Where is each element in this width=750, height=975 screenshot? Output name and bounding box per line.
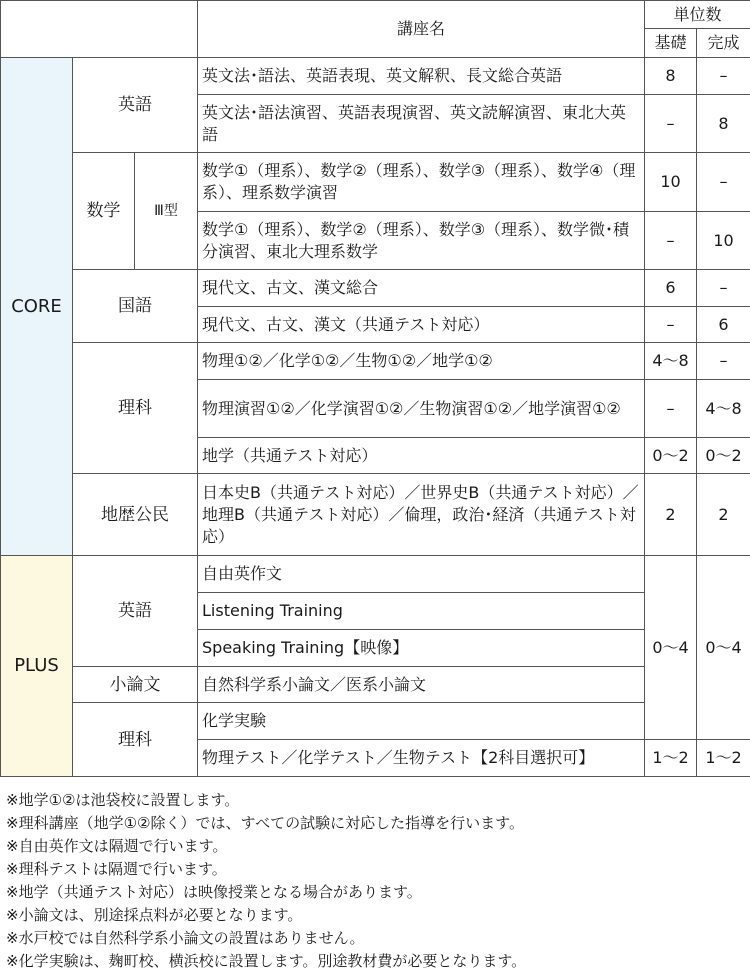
units-basic: –: [645, 212, 697, 270]
note-item: ※水戸校では自然科学系小論文の設置はありません。: [6, 929, 365, 947]
subject-english: 英語: [73, 58, 198, 153]
course-cell: 化学実験: [198, 703, 645, 740]
subject-japanese: 国語: [73, 270, 198, 343]
section-core-label: CORE: [1, 58, 73, 556]
table-row: [1, 667, 750, 703]
units-complete: 2: [697, 474, 750, 556]
course-cell: 物理演習①②／化学演習①②／生物演習①②／地学演習①②: [198, 380, 645, 438]
units-complete: 0～2: [697, 438, 750, 474]
table-row: [1, 343, 750, 380]
table-row: [1, 703, 750, 740]
units-basic: 10: [645, 153, 697, 212]
table-row: [1, 58, 750, 95]
units-complete: 10: [697, 212, 750, 270]
course-cell: 数学①（理系）、数学②（理系）、数学③（理系）、数学④（理系）、理系数学演習: [198, 153, 645, 212]
course-cell: 現代文、古文、漢文（共通テスト対応）: [198, 307, 645, 343]
header-row-1: [1, 1, 750, 29]
notes-list: [6, 789, 746, 973]
note-item: ※地学（共通テスト対応）は映像授業となる場合があります。: [6, 883, 422, 901]
course-cell: 英文法･語法演習、英語表現演習、英文読解演習、東北大英語: [198, 95, 645, 153]
subject-science-plus: 理科: [73, 703, 198, 777]
note-item: ※地学①②は池袋校に設置します。: [6, 791, 240, 809]
course-cell: 物理テスト／化学テスト／生物テスト【2科目選択可】: [198, 740, 645, 777]
subject-math: 数学: [73, 153, 135, 270]
note-item: ※理科講座（地学①②除く）では、すべての試験に対応した指導を行います。: [6, 814, 524, 832]
header-complete: 完成: [697, 29, 750, 58]
course-cell: 英文法･語法、英語表現、英文解釈、長文総合英語: [198, 58, 645, 95]
units-complete: –: [697, 58, 750, 95]
subject-essay: 小論文: [73, 667, 198, 703]
units-basic: 1～2: [645, 740, 697, 777]
subject-social: 地歴公民: [73, 474, 198, 556]
table-row: [1, 153, 750, 212]
table-row: [1, 556, 750, 593]
plus-units-complete: 0～4: [697, 556, 750, 740]
course-cell: 日本史B（共通テスト対応）／世界史B（共通テスト対応）／地理B（共通テスト対応）／倫理，政治･経済（共通テスト対応）: [198, 474, 645, 556]
units-basic: 4～8: [645, 343, 697, 380]
math-type-label: Ⅲ型: [135, 153, 198, 270]
units-complete: –: [697, 270, 750, 307]
header-blank-cell: [1, 1, 198, 58]
units-complete: –: [697, 343, 750, 380]
section-plus-label: PLUS: [1, 556, 73, 777]
units-basic: –: [645, 307, 697, 343]
units-complete: 6: [697, 307, 750, 343]
units-basic: 0～2: [645, 438, 697, 474]
units-basic: 6: [645, 270, 697, 307]
header-course-name: 講座名: [198, 1, 645, 58]
units-basic: –: [645, 95, 697, 153]
units-complete: 1～2: [697, 740, 750, 777]
course-cell: 自然科学系小論文／医系小論文: [198, 667, 645, 703]
course-cell: 数学①（理系）、数学②（理系）、数学③（理系）、数学微･積分演習、東北大理系数学: [198, 212, 645, 270]
header-units: 単位数: [645, 1, 750, 29]
header-basic: 基礎: [645, 29, 697, 58]
note-item: ※小論文は、別途採点料が必要となります。: [6, 906, 303, 924]
course-cell: 自由英作文: [198, 556, 645, 593]
units-basic: –: [645, 380, 697, 438]
course-cell: Listening Training: [198, 593, 645, 630]
units-basic: 8: [645, 58, 697, 95]
subject-english-plus: 英語: [73, 556, 198, 667]
note-item: ※自由英作文は隔週で行います。: [6, 837, 228, 855]
course-cell: Speaking Training【映像】: [198, 630, 645, 667]
units-basic: 2: [645, 474, 697, 556]
units-complete: 4～8: [697, 380, 750, 438]
note-item: ※化学実験は、麹町校、横浜校に設置します。別途教材費が必要となります。: [6, 952, 527, 970]
units-complete: 8: [697, 95, 750, 153]
units-complete: –: [697, 153, 750, 212]
course-cell: 物理①②／化学①②／生物①②／地学①②: [198, 343, 645, 380]
subject-science: 理科: [73, 343, 198, 474]
table-row: [1, 270, 750, 307]
plus-units-basic: 0～4: [645, 556, 697, 740]
course-cell: 地学（共通テスト対応）: [198, 438, 645, 474]
note-item: ※理科テストは隔週で行います。: [6, 860, 227, 878]
course-cell: 現代文、古文、漢文総合: [198, 270, 645, 307]
table-row: [1, 474, 750, 556]
